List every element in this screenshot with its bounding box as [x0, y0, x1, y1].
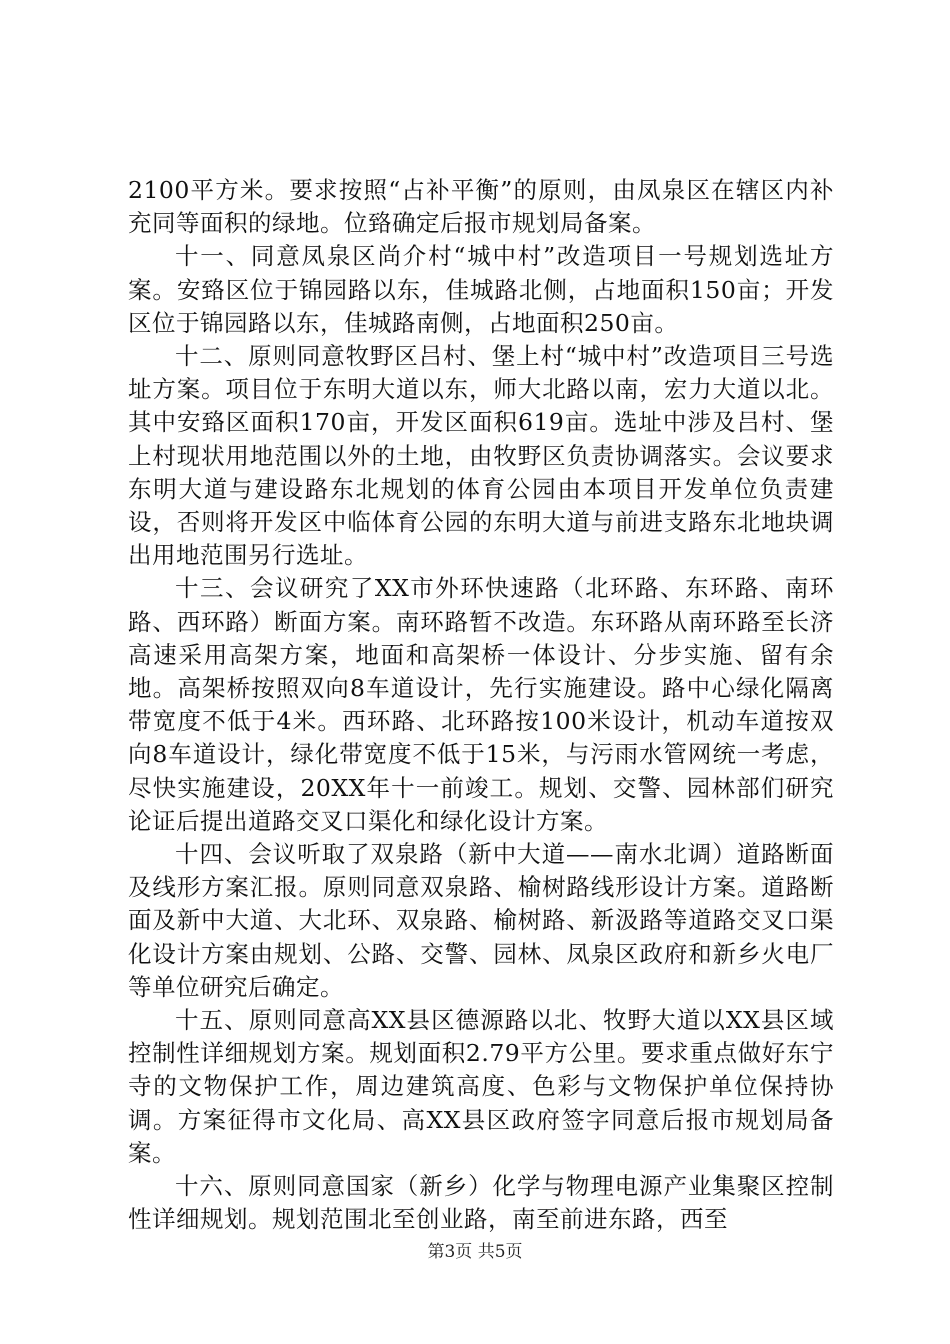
paragraph-item-13: 十三、会议研究了XX市外环快速路（北环路、东环路、南环路、西环路）断面方案。南环路暂不改造。东环路从南环路至长济高速采用高架方案，地面和高架桥一体设计、分步实施、留有余地。高架桥按照双向8车道设计，先行实施建设。路中心绿化隔离带宽度不低于4米。西环路、北环路按100米设计，机动车道按双向8车道设计，绿化带宽度不低于15米，与污雨水管网统一考虑，尽快实施建设，20XX年十一前竣工。规划、交警、园林部们研究论证后提出道路交叉口渠化和绿化设计方案。 — [128, 574, 834, 835]
document-body — [128, 174, 834, 1237]
page-footer: 第3页 共5页 — [427, 1242, 523, 1262]
paragraph-item-14: 十四、会议听取了双泉路（新中大道——南水北调）道路断面及线形方案汇报。原则同意双泉路、榆树路线形设计方案。道路断面及新中大道、大北环、双泉路、榆树路、新汲路等道路交叉口渠化设计方案由规划、公路、交警、园林、凤泉区政府和新乡火电厂等单位研究后确定。 — [128, 840, 834, 1001]
paragraph-item-16: 十六、原则同意国家（新乡）化学与物理电源产业集聚区控制性详细规划。规划范围北至创业路，南至前进东路，西至 — [128, 1172, 834, 1234]
paragraph-continuation: 2100平方米。要求按照“占补平衡”的原则，由凤泉区在辖区内补充同等面积的绿地。位臵确定后报市规划局备案。 — [128, 176, 834, 238]
paragraph-item-12: 十二、原则同意牧野区吕村、堡上村“城中村”改造项目三号选址方案。项目位于东明大道以东，师大北路以南，宏力大道以北。其中安臵区面积170亩，开发区面积619亩。选址中涉及吕村、堡上村现状用地范围以外的土地，由牧野区负责协调落实。会议要求东明大道与建设路东北规划的体育公园由本项目开发单位负责建设，否则将开发区中临体育公园的东明大道与前进支路东北地块调出用地范围另行选址。 — [128, 342, 834, 570]
paragraph-item-15: 十五、原则同意高XX县区德源路以北、牧野大道以XX县区域控制性详细规划方案。规划面积2.79平方公里。要求重点做好东宁寺的文物保护工作，周边建筑高度、色彩与文物保护单位保持协调。方案征得市文化局、高XX县区政府签字同意后报市规划局备案。 — [128, 1006, 834, 1167]
paragraph-item-11: 十一、同意凤泉区尚介村“城中村”改造项目一号规划选址方案。安臵区位于锦园路以东，佳城路北侧，占地面积150亩；开发区位于锦园路以东，佳城路南侧，占地面积250亩。 — [128, 242, 834, 337]
